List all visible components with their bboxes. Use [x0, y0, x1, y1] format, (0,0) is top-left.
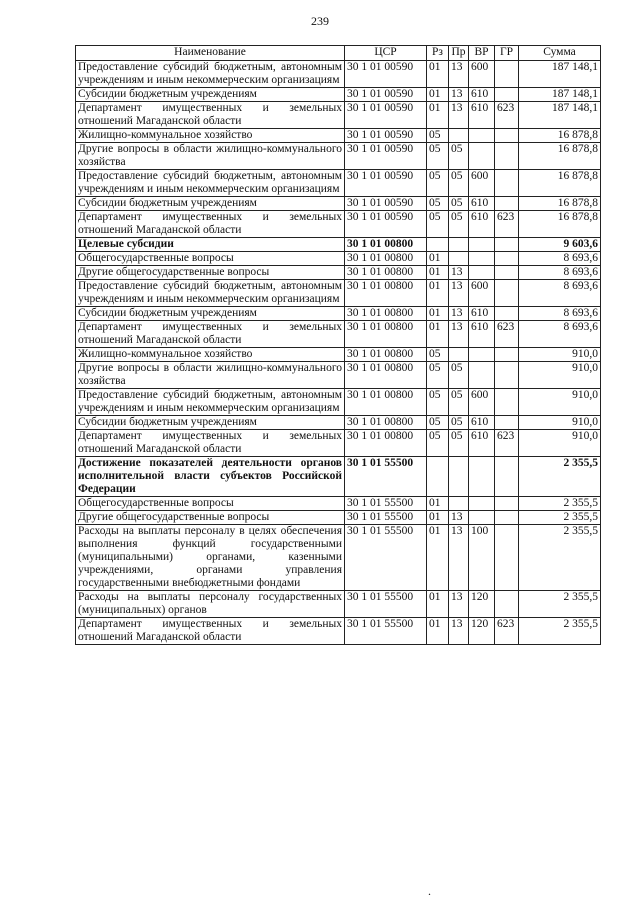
cell-name: Предоставление субсидий бюджетным, автономным учреждениям и иным некоммерческим организациям	[76, 389, 345, 416]
cell-sum: 187 148,1	[519, 61, 601, 88]
cell-vr	[469, 238, 495, 252]
page-number: 239	[311, 14, 329, 28]
header-pr: Пр	[449, 46, 469, 61]
table-row	[76, 511, 601, 525]
cell-gr	[495, 416, 519, 430]
cell-name: Департамент имущественных и земельных отношений Магаданской области	[76, 102, 345, 129]
cell-gr	[495, 129, 519, 143]
cell-rz: 05	[427, 389, 449, 416]
cell-rz: 01	[427, 61, 449, 88]
header-sum: Сумма	[519, 46, 601, 61]
cell-sum: 2 355,5	[519, 457, 601, 497]
cell-gr	[495, 591, 519, 618]
cell-rz: 01	[427, 88, 449, 102]
cell-rz: 01	[427, 252, 449, 266]
header-csr: ЦСР	[345, 46, 427, 61]
cell-sum: 187 148,1	[519, 102, 601, 129]
cell-rz: 05	[427, 416, 449, 430]
cell-rz: 05	[427, 211, 449, 238]
cell-rz: 01	[427, 307, 449, 321]
cell-csr: 30 1 01 00590	[345, 211, 427, 238]
cell-vr	[469, 252, 495, 266]
cell-gr: 623	[495, 211, 519, 238]
cell-name: Расходы на выплаты персоналу государственных (муниципальных) органов	[76, 591, 345, 618]
cell-csr: 30 1 01 55500	[345, 511, 427, 525]
cell-csr: 30 1 01 00590	[345, 170, 427, 197]
cell-sum: 16 878,8	[519, 129, 601, 143]
cell-csr: 30 1 01 00590	[345, 129, 427, 143]
cell-vr: 600	[469, 389, 495, 416]
cell-name: Субсидии бюджетным учреждениям	[76, 416, 345, 430]
footer-mark: .	[428, 884, 431, 898]
cell-pr: 13	[449, 511, 469, 525]
cell-pr	[449, 238, 469, 252]
cell-pr: 13	[449, 88, 469, 102]
cell-pr	[449, 348, 469, 362]
cell-pr: 13	[449, 591, 469, 618]
cell-name: Другие общегосударственные вопросы	[76, 511, 345, 525]
cell-gr	[495, 457, 519, 497]
cell-sum: 16 878,8	[519, 211, 601, 238]
cell-pr: 13	[449, 102, 469, 129]
table-row	[76, 416, 601, 430]
cell-sum: 8 693,6	[519, 280, 601, 307]
cell-pr: 13	[449, 618, 469, 645]
cell-gr	[495, 280, 519, 307]
cell-vr: 610	[469, 307, 495, 321]
cell-gr	[495, 307, 519, 321]
cell-csr: 30 1 01 00800	[345, 321, 427, 348]
cell-name: Другие вопросы в области жилищно-коммунального хозяйства	[76, 362, 345, 389]
cell-sum: 910,0	[519, 416, 601, 430]
cell-csr: 30 1 01 00800	[345, 280, 427, 307]
cell-sum: 16 878,8	[519, 170, 601, 197]
cell-rz: 05	[427, 170, 449, 197]
cell-gr	[495, 197, 519, 211]
table-body	[76, 61, 601, 645]
cell-pr: 05	[449, 362, 469, 389]
cell-rz: 01	[427, 102, 449, 129]
cell-gr	[495, 362, 519, 389]
cell-name: Департамент имущественных и земельных отношений Магаданской области	[76, 321, 345, 348]
table-row	[76, 88, 601, 102]
table-row	[76, 618, 601, 645]
cell-name: Предоставление субсидий бюджетным, автономным учреждениям и иным некоммерческим организациям	[76, 61, 345, 88]
cell-name: Предоставление субсидий бюджетным, автономным учреждениям и иным некоммерческим организациям	[76, 170, 345, 197]
cell-gr	[495, 252, 519, 266]
cell-vr	[469, 457, 495, 497]
cell-csr: 30 1 01 00800	[345, 416, 427, 430]
cell-csr: 30 1 01 00800	[345, 307, 427, 321]
cell-csr: 30 1 01 55500	[345, 457, 427, 497]
cell-pr: 13	[449, 307, 469, 321]
cell-vr: 610	[469, 430, 495, 457]
table-row	[76, 211, 601, 238]
cell-name: Департамент имущественных и земельных отношений Магаданской области	[76, 211, 345, 238]
cell-csr: 30 1 01 00590	[345, 102, 427, 129]
cell-gr: 623	[495, 102, 519, 129]
table-row	[76, 457, 601, 497]
table-row	[76, 321, 601, 348]
header-vr: ВР	[469, 46, 495, 61]
cell-vr: 610	[469, 197, 495, 211]
cell-pr: 13	[449, 61, 469, 88]
cell-sum: 2 355,5	[519, 591, 601, 618]
cell-pr	[449, 457, 469, 497]
cell-vr: 600	[469, 280, 495, 307]
cell-pr: 13	[449, 266, 469, 280]
cell-vr: 610	[469, 416, 495, 430]
cell-sum: 187 148,1	[519, 88, 601, 102]
cell-gr	[495, 525, 519, 591]
cell-sum: 910,0	[519, 362, 601, 389]
cell-csr: 30 1 01 55500	[345, 591, 427, 618]
cell-pr: 05	[449, 197, 469, 211]
cell-sum: 8 693,6	[519, 321, 601, 348]
cell-vr	[469, 143, 495, 170]
cell-sum: 16 878,8	[519, 197, 601, 211]
cell-gr	[495, 497, 519, 511]
cell-vr	[469, 497, 495, 511]
cell-csr: 30 1 01 00800	[345, 252, 427, 266]
cell-name: Общегосударственные вопросы	[76, 252, 345, 266]
table-row	[76, 170, 601, 197]
cell-gr	[495, 143, 519, 170]
cell-rz	[427, 457, 449, 497]
cell-csr: 30 1 01 55500	[345, 525, 427, 591]
cell-csr: 30 1 01 00800	[345, 430, 427, 457]
table-row	[76, 143, 601, 170]
cell-name: Субсидии бюджетным учреждениям	[76, 88, 345, 102]
header-name: Наименование	[76, 46, 345, 61]
cell-csr: 30 1 01 00590	[345, 88, 427, 102]
cell-sum: 16 878,8	[519, 143, 601, 170]
cell-pr: 05	[449, 416, 469, 430]
cell-name: Другие общегосударственные вопросы	[76, 266, 345, 280]
cell-name: Жилищно-коммунальное хозяйство	[76, 348, 345, 362]
cell-name: Общегосударственные вопросы	[76, 497, 345, 511]
cell-vr: 600	[469, 170, 495, 197]
cell-name: Целевые субсидии	[76, 238, 345, 252]
table-row	[76, 266, 601, 280]
cell-rz: 05	[427, 129, 449, 143]
cell-csr: 30 1 01 55500	[345, 618, 427, 645]
cell-gr	[495, 170, 519, 197]
cell-vr	[469, 511, 495, 525]
cell-vr: 100	[469, 525, 495, 591]
cell-gr: 623	[495, 430, 519, 457]
table-row	[76, 280, 601, 307]
table-row	[76, 238, 601, 252]
cell-name: Субсидии бюджетным учреждениям	[76, 197, 345, 211]
cell-vr: 120	[469, 618, 495, 645]
table-row	[76, 102, 601, 129]
cell-gr	[495, 511, 519, 525]
header-rz: Рз	[427, 46, 449, 61]
cell-vr: 600	[469, 61, 495, 88]
cell-rz: 01	[427, 280, 449, 307]
cell-rz: 05	[427, 362, 449, 389]
cell-sum: 2 355,5	[519, 618, 601, 645]
cell-rz: 05	[427, 143, 449, 170]
cell-rz: 05	[427, 430, 449, 457]
cell-sum: 9 603,6	[519, 238, 601, 252]
cell-pr: 05	[449, 389, 469, 416]
cell-csr: 30 1 01 00800	[345, 266, 427, 280]
cell-name: Расходы на выплаты персоналу в целях обеспечения выполнения функций государственными (муниципальными) органами, казенными учреждениями, органами управления государственными внебюджетными фондами	[76, 525, 345, 591]
cell-pr: 13	[449, 280, 469, 307]
table-row	[76, 362, 601, 389]
cell-name: Жилищно-коммунальное хозяйство	[76, 129, 345, 143]
cell-sum: 2 355,5	[519, 511, 601, 525]
cell-vr	[469, 348, 495, 362]
cell-sum: 910,0	[519, 389, 601, 416]
cell-rz: 01	[427, 618, 449, 645]
table-row	[76, 497, 601, 511]
cell-pr: 05	[449, 143, 469, 170]
table-row	[76, 591, 601, 618]
cell-sum: 910,0	[519, 348, 601, 362]
cell-vr	[469, 362, 495, 389]
cell-gr: 623	[495, 618, 519, 645]
cell-gr: 623	[495, 321, 519, 348]
cell-csr: 30 1 01 00800	[345, 362, 427, 389]
cell-pr	[449, 497, 469, 511]
cell-pr: 05	[449, 211, 469, 238]
cell-name: Достижение показателей деятельности органов исполнительной власти субъектов Российской Федерации	[76, 457, 345, 497]
cell-rz: 01	[427, 511, 449, 525]
table-row	[76, 61, 601, 88]
cell-gr	[495, 348, 519, 362]
cell-gr	[495, 61, 519, 88]
cell-sum: 910,0	[519, 430, 601, 457]
budget-table	[75, 45, 601, 645]
cell-rz: 01	[427, 591, 449, 618]
cell-sum: 8 693,6	[519, 307, 601, 321]
header-gr: ГР	[495, 46, 519, 61]
cell-gr	[495, 389, 519, 416]
cell-rz: 01	[427, 525, 449, 591]
cell-pr: 13	[449, 525, 469, 591]
table-header-row	[76, 46, 601, 61]
cell-sum: 2 355,5	[519, 525, 601, 591]
cell-vr: 610	[469, 321, 495, 348]
cell-pr: 05	[449, 170, 469, 197]
cell-pr	[449, 252, 469, 266]
cell-csr: 30 1 01 00590	[345, 143, 427, 170]
table-row	[76, 525, 601, 591]
cell-pr: 05	[449, 430, 469, 457]
cell-csr: 30 1 01 55500	[345, 497, 427, 511]
cell-csr: 30 1 01 00800	[345, 348, 427, 362]
table-row	[76, 430, 601, 457]
cell-name: Департамент имущественных и земельных отношений Магаданской области	[76, 618, 345, 645]
table-row	[76, 348, 601, 362]
table-row	[76, 252, 601, 266]
cell-rz: 01	[427, 497, 449, 511]
cell-vr: 120	[469, 591, 495, 618]
cell-vr: 610	[469, 211, 495, 238]
cell-name: Предоставление субсидий бюджетным, автономным учреждениям и иным некоммерческим организациям	[76, 280, 345, 307]
cell-name: Субсидии бюджетным учреждениям	[76, 307, 345, 321]
cell-rz: 05	[427, 348, 449, 362]
cell-gr	[495, 266, 519, 280]
cell-csr: 30 1 01 00800	[345, 238, 427, 252]
cell-csr: 30 1 01 00590	[345, 197, 427, 211]
cell-vr	[469, 129, 495, 143]
table-row	[76, 129, 601, 143]
cell-vr: 610	[469, 88, 495, 102]
cell-rz: 05	[427, 197, 449, 211]
cell-rz: 01	[427, 321, 449, 348]
cell-rz: 01	[427, 266, 449, 280]
cell-name: Другие вопросы в области жилищно-коммунального хозяйства	[76, 143, 345, 170]
cell-rz	[427, 238, 449, 252]
table-row	[76, 307, 601, 321]
cell-csr: 30 1 01 00590	[345, 61, 427, 88]
cell-sum: 8 693,6	[519, 252, 601, 266]
cell-name: Департамент имущественных и земельных отношений Магаданской области	[76, 430, 345, 457]
cell-vr: 610	[469, 102, 495, 129]
cell-sum: 8 693,6	[519, 266, 601, 280]
cell-sum: 2 355,5	[519, 497, 601, 511]
table-row	[76, 389, 601, 416]
table-row	[76, 197, 601, 211]
cell-gr	[495, 88, 519, 102]
cell-pr: 13	[449, 321, 469, 348]
cell-pr	[449, 129, 469, 143]
cell-gr	[495, 238, 519, 252]
cell-vr	[469, 266, 495, 280]
cell-csr: 30 1 01 00800	[345, 389, 427, 416]
